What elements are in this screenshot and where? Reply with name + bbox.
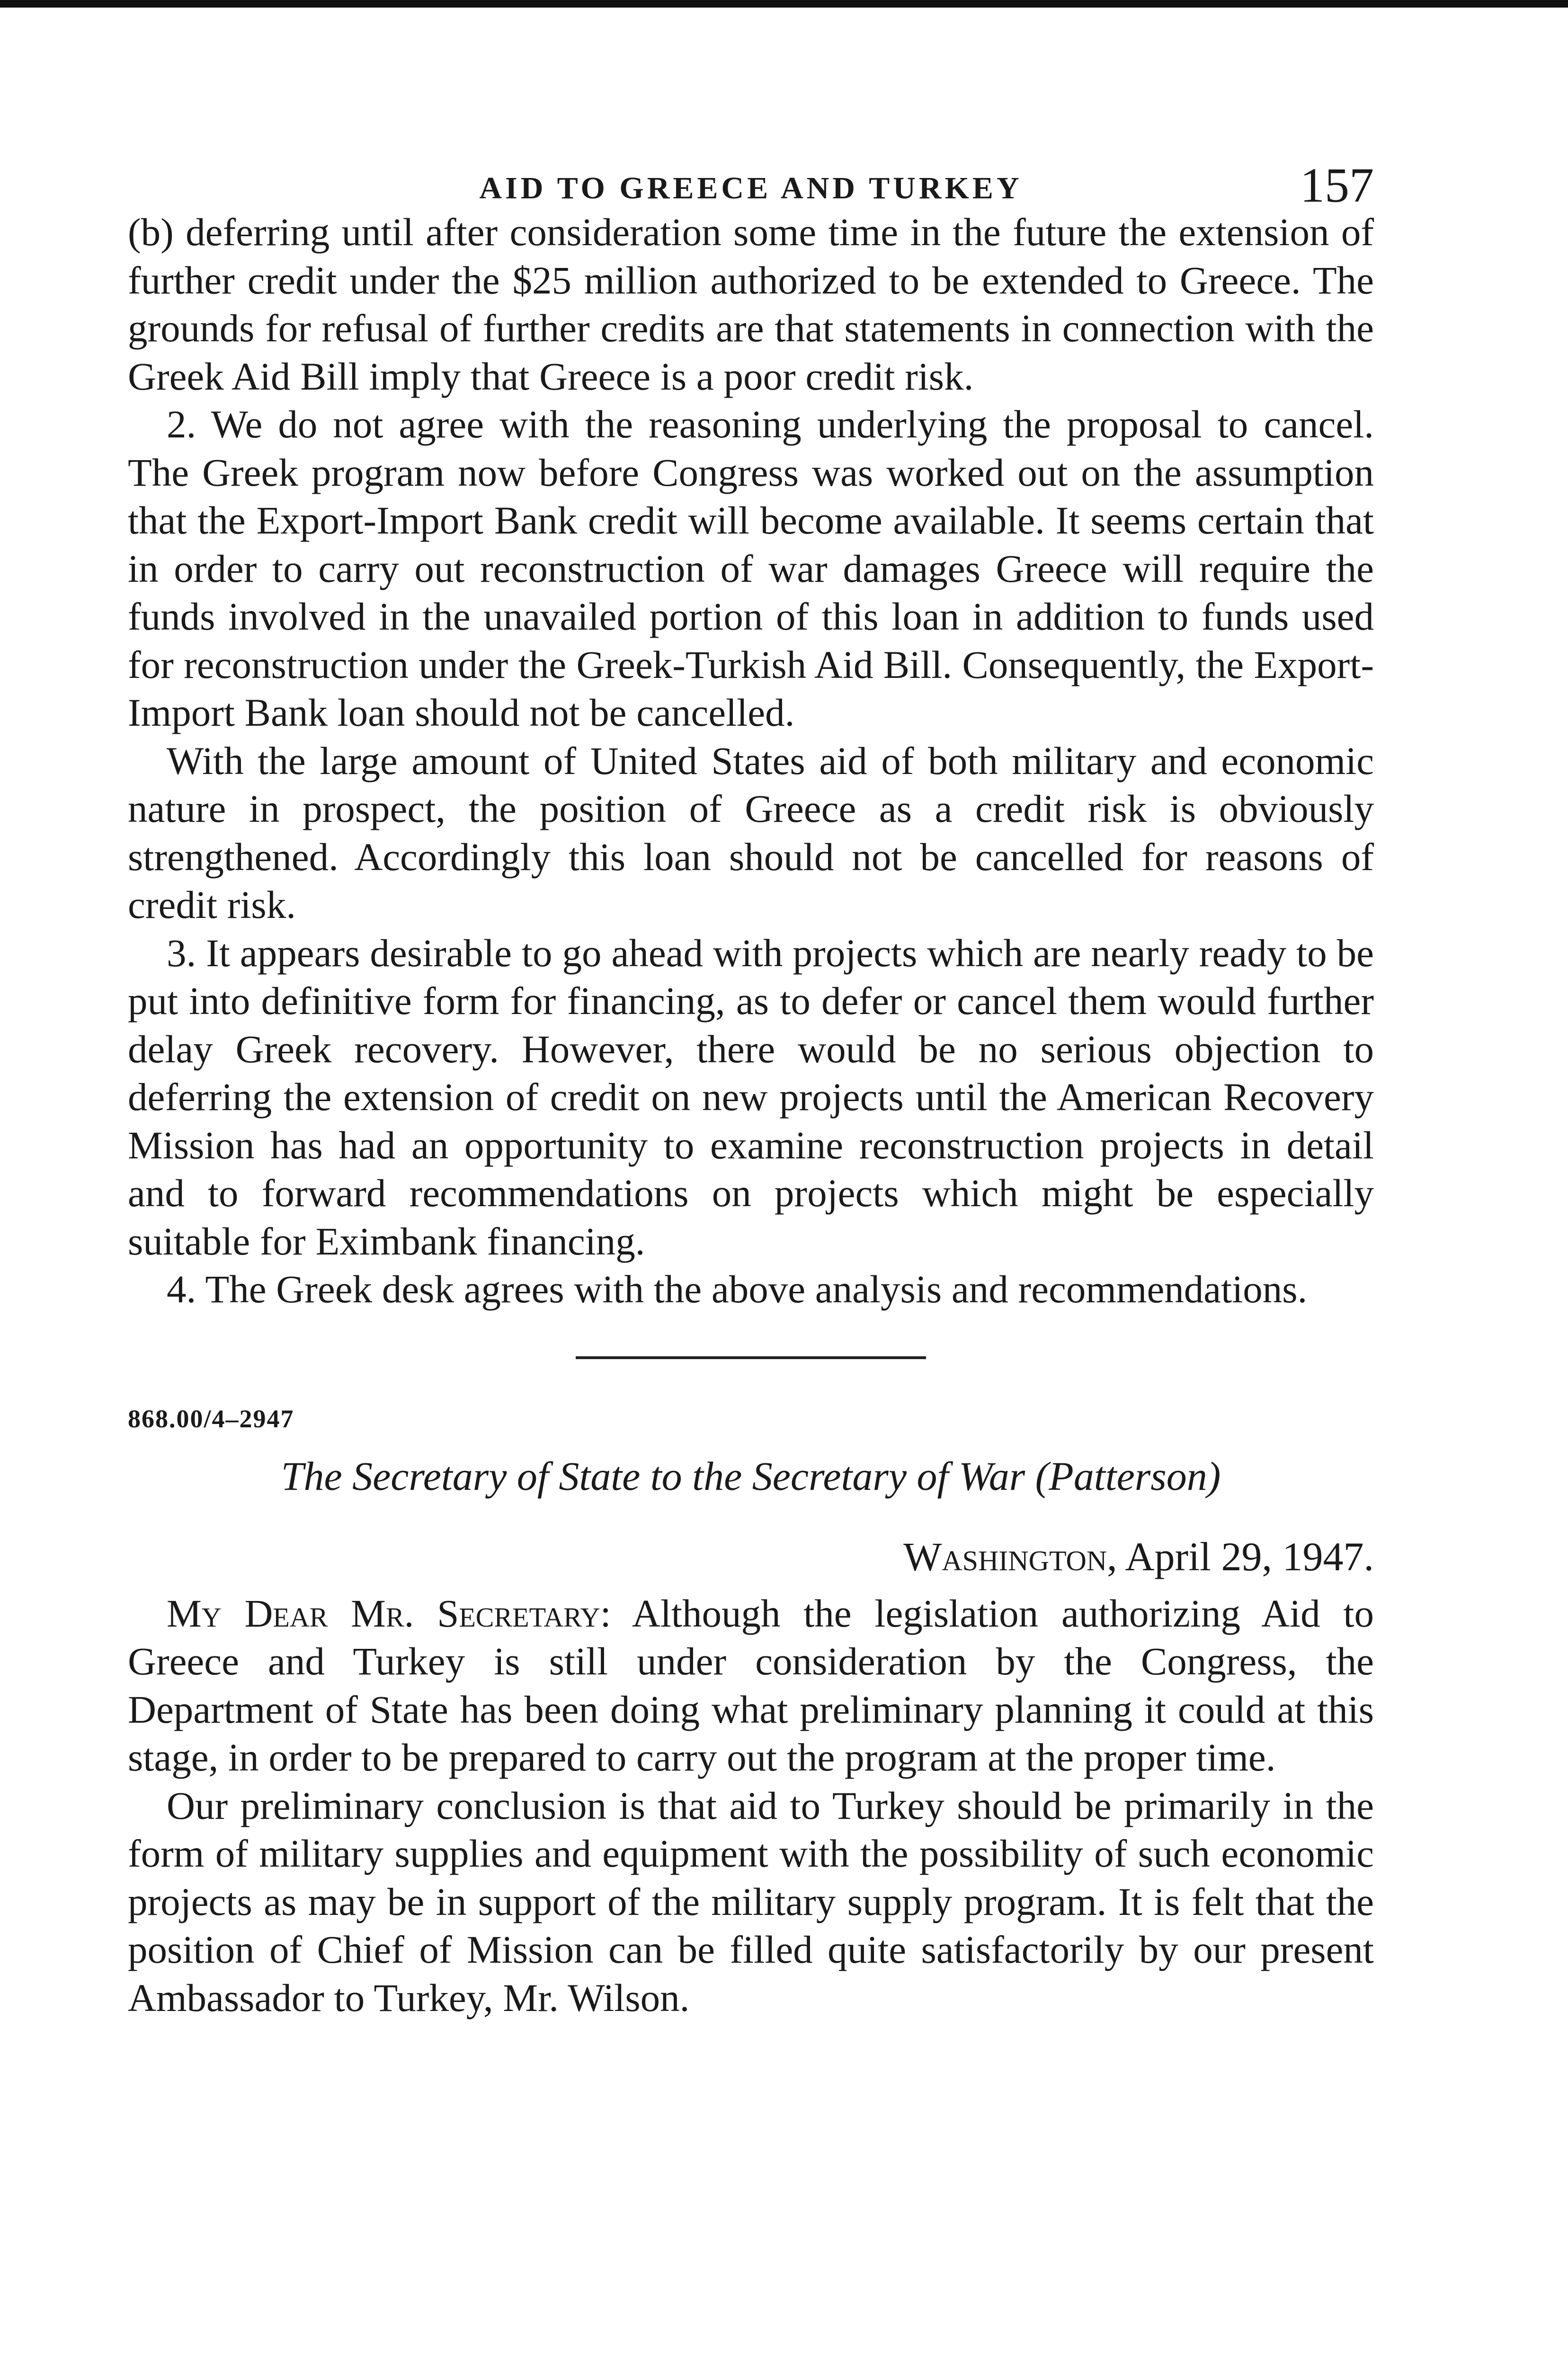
salutation: My Dear Mr. Secretary: [167, 1591, 611, 1635]
dateline-date: April 29, 1947. [1125, 1533, 1374, 1579]
dateline-place: Washington, [903, 1533, 1117, 1579]
running-header [128, 151, 1374, 213]
letter-body [128, 1590, 1374, 2022]
document-title: The Secretary of State to the Secretary of War (Patterson) [281, 1453, 1221, 1499]
memo-paragraph-credit-risk: With the large amount of United States aid of both military and economic nature in prospect, the position of Greece as a credit risk is obviously strengthened. Accordingly this loan should not be cancelled for reasons of credit risk. [128, 739, 1374, 926]
letter-paragraph-1-text: Although the legislation authorizing Aid to Greece and Turkey is still under consideration by the Congress, the Department of State has been doing what preliminary planning it could at this stage, in order to be prepared to carry out the program at the proper time. [128, 1591, 1374, 1779]
memo-paragraph-4: 4. The Greek desk agrees with the above analysis and recommendations. [167, 1267, 1308, 1311]
dateline [128, 1533, 1374, 1580]
memo-paragraph-3: 3. It appears desirable to go ahead with projects which are nearly ready to be put into definitive form for financing, as to defer or cancel them would further delay Greek recovery. However, there would be no serious objection to deferring the extension of credit on new projects until the American Recovery Mission has had an opportunity to examine reconstruction projects in detail and to forward recommendations on projects which might be especially suitable for Eximbank financing. [128, 931, 1374, 1263]
memo-paragraph-2: 2. We do not agree with the reasoning underlying the proposal to cancel. The Greek program now before Congress was worked out on the assumption that the Export-Import Bank credit will become available. It seems certain that in order to carry out reconstruction of war damages Greece will require the funds involved in the unavailed portion of this loan in addition to funds used for reconstruction under the Greek-Turkish Aid Bill. Consequently, the Export-Import Bank loan should not be cancelled. [128, 402, 1374, 734]
running-title: AID TO GREECE AND TURKEY [479, 171, 1023, 205]
page-top-border [0, 0, 1568, 8]
letter-paragraph-2: Our preliminary conclusion is that aid to Turkey should be primarily in the form of military supplies and equipment with the possibility of such economic projects as may be in support of the military supply program. It is felt that the position of Chief of Mission can be filled quite satisfactorily by our present Ambassador to Turkey, Mr. Wilson. [128, 1783, 1374, 2020]
memo-paragraph-b: (b) deferring until after consideration some time in the future the extension of further credit under the $25 million authorized to be extended to Greece. The grounds for refusal of further credits are that statements in connection with the Greek Aid Bill imply that Greece is a poor credit risk. [128, 210, 1374, 398]
page-number: 157 [1300, 158, 1374, 213]
section-divider [576, 1356, 926, 1359]
letter-paragraph-1 [128, 1590, 1374, 1782]
file-number: 868.00/4–2947 [128, 1404, 294, 1433]
document-page [128, 151, 1374, 2022]
memo-body [128, 208, 1374, 1314]
